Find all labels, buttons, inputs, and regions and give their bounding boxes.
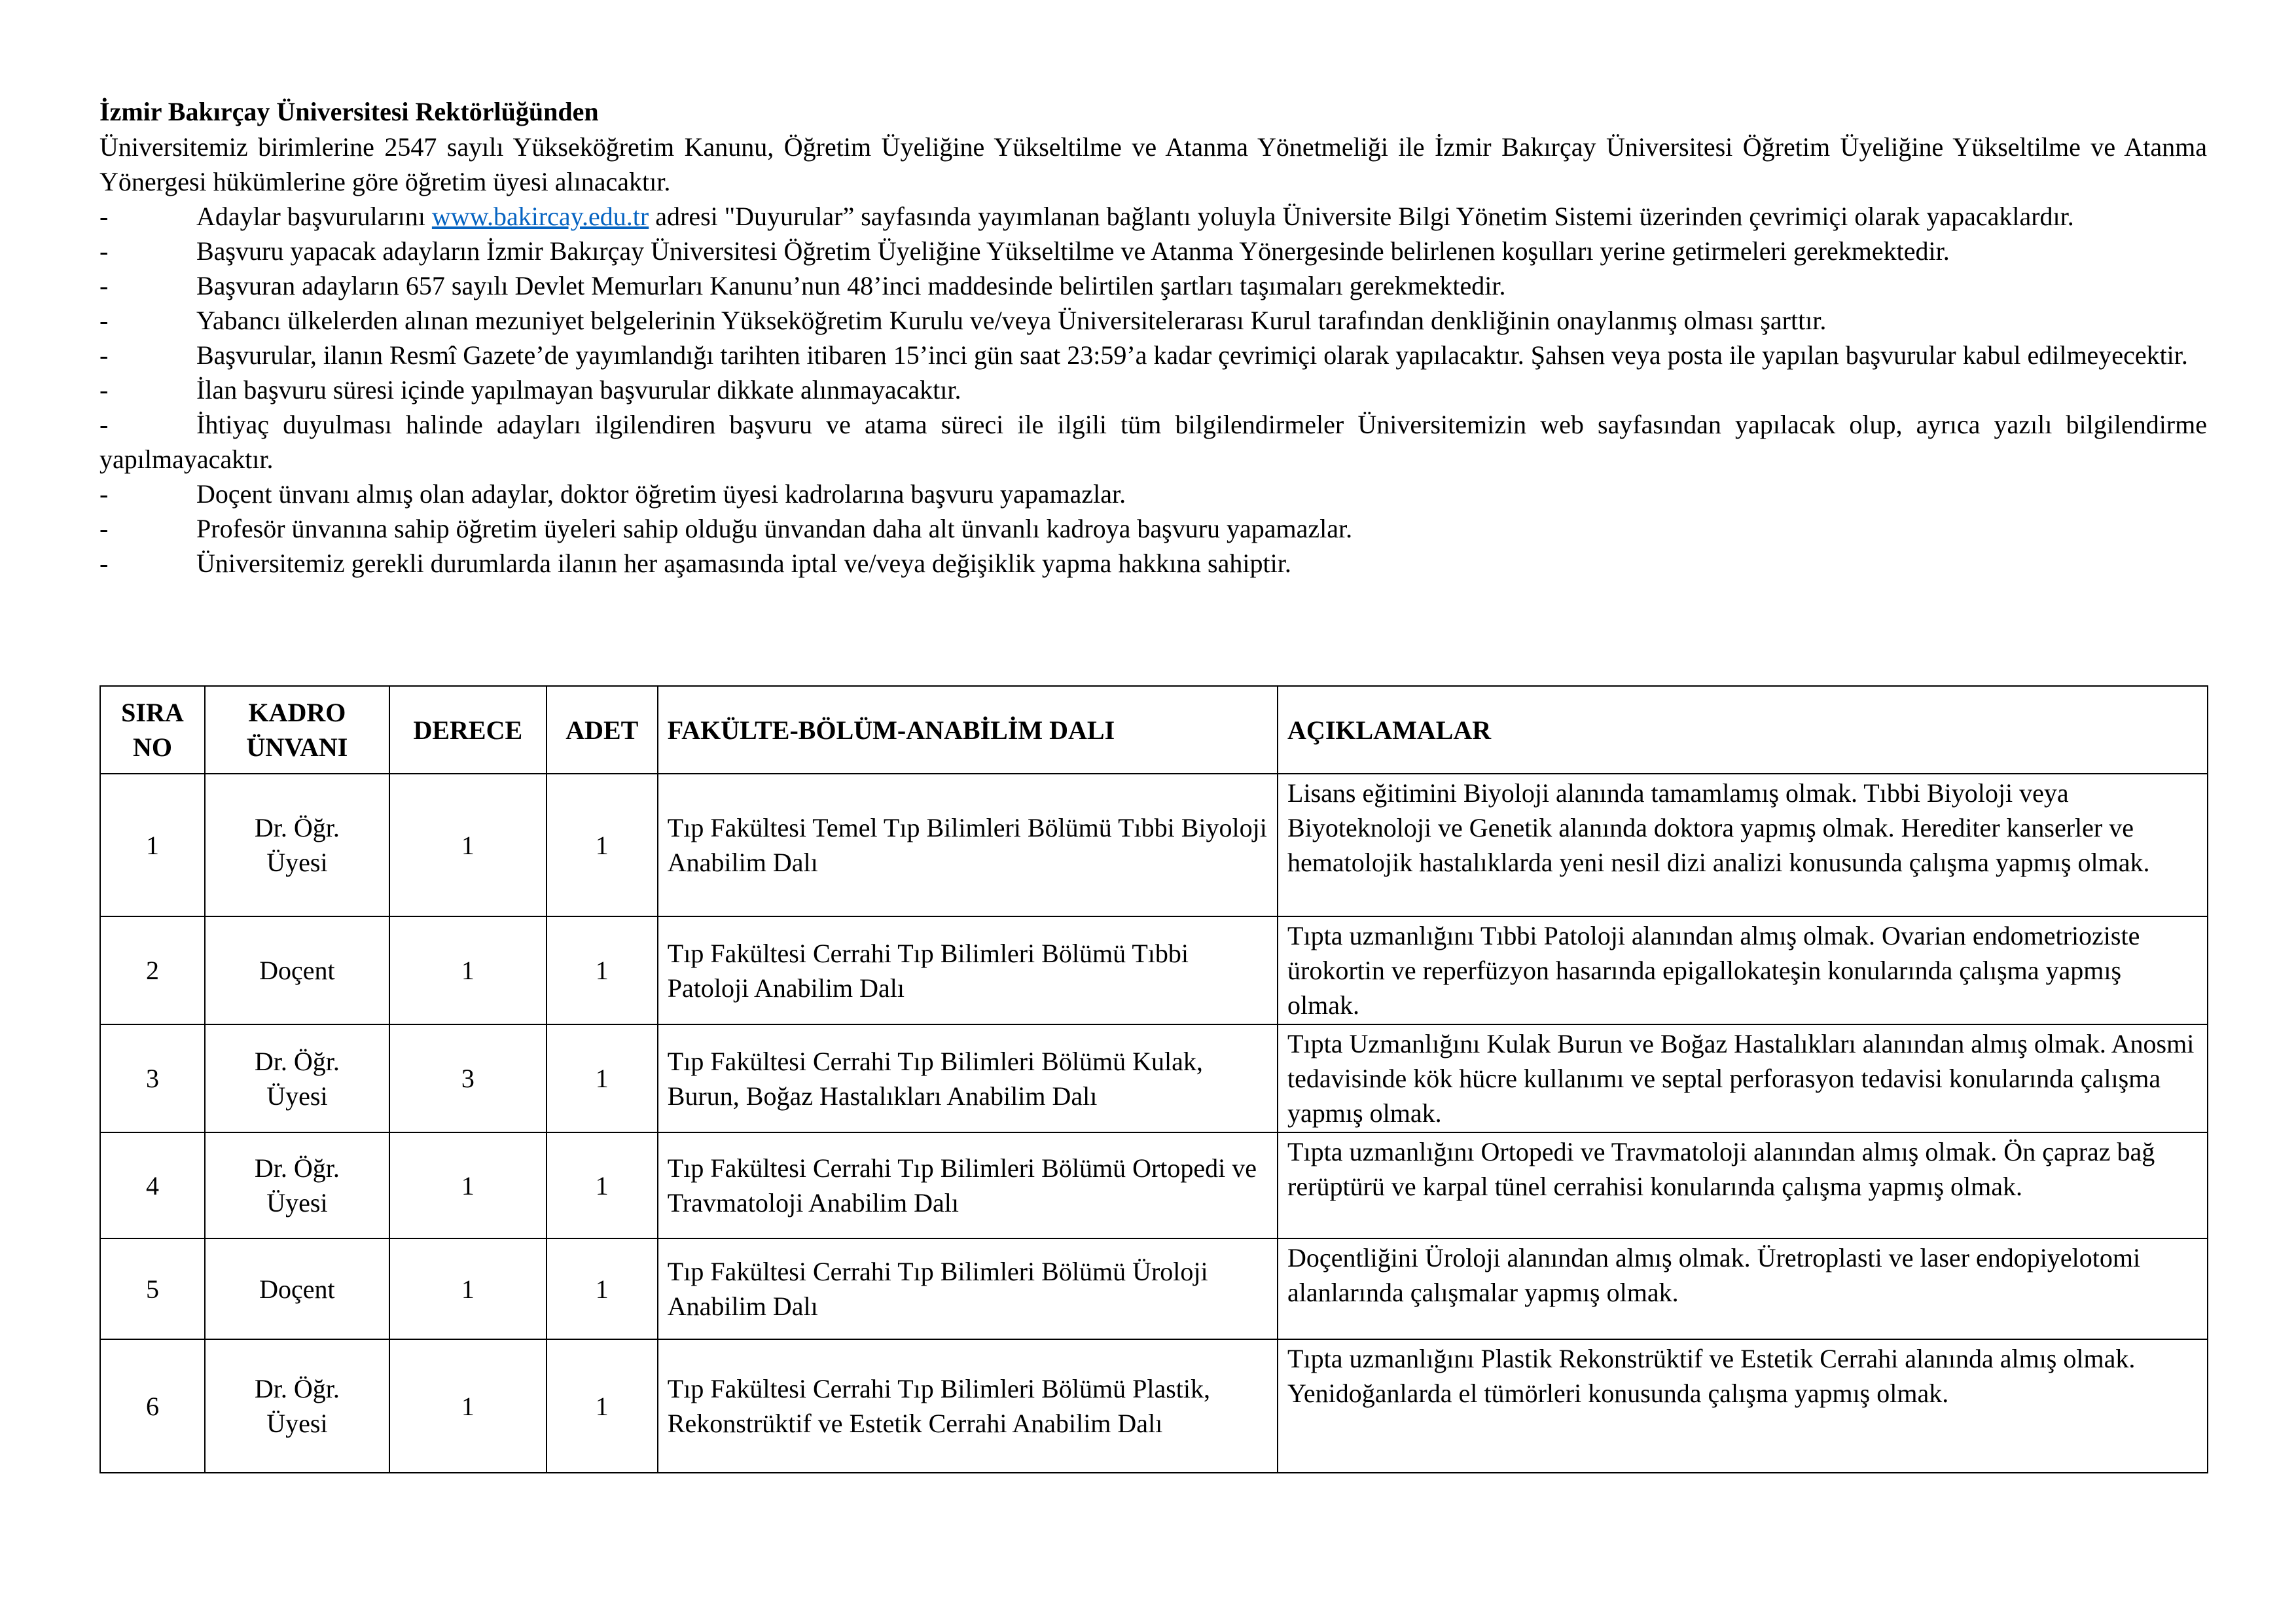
cell-derece: 1 (389, 1132, 547, 1238)
header-kadro-unvani: KADRO ÜNVANI (205, 686, 389, 774)
bullet-text: Başvurular, ilanın Resmî Gazete’de yayımlandığı tarihten itibaren 15’inci gün saat 23:59’a kadar çevrimiçi olarak yapılacaktır. Şahsen veya posta ile yapılan başvurular kabul edilmeyecektir. (196, 340, 2188, 370)
cell-aciklama: Lisans eğitimini Biyoloji alanında tamamlamış olmak. Tıbbi Biyoloji veya Biyoteknoloji ve Genetik alanında doktora yapmış olmak. Herediter kanserler ve hematolojik hastalıklarda yeni nesil dizi analizi konusunda çalışma yapmış olmak. (1278, 774, 2208, 916)
bullet-text: İlan başvuru süresi içinde yapılmayan başvurular dikkate alınmayacaktır. (196, 375, 961, 405)
cell-birim: Tıp Fakültesi Cerrahi Tıp Bilimleri Bölümü Plastik, Rekonstrüktif ve Estetik Cerrahi Anabilim Dalı (658, 1339, 1278, 1473)
cell-birim: Tıp Fakültesi Temel Tıp Bilimleri Bölümü Tıbbi Biyoloji Anabilim Dalı (658, 774, 1278, 916)
bullet-dash: - (99, 236, 109, 266)
header-aciklamalar: AÇIKLAMALAR (1278, 686, 2208, 774)
list-item (99, 199, 2207, 234)
table-row (100, 1339, 2208, 1473)
bullet-dash: - (99, 549, 109, 578)
cell-adet: 1 (547, 1024, 658, 1132)
cell-birim: Tıp Fakültesi Cerrahi Tıp Bilimleri Bölümü Tıbbi Patoloji Anabilim Dalı (658, 916, 1278, 1024)
list-item (99, 338, 2207, 372)
cell-unvan: Dr. Öğr. Üyesi (205, 1339, 389, 1473)
list-item (99, 511, 2207, 546)
cell-derece: 1 (389, 916, 547, 1024)
cell-unvan: Doçent (205, 916, 389, 1024)
cell-adet: 1 (547, 1339, 658, 1473)
header-fakulte: FAKÜLTE-BÖLÜM-ANABİLİM DALI (658, 686, 1278, 774)
list-item (99, 303, 2207, 338)
table-header-row (100, 686, 2208, 774)
cell-derece: 1 (389, 774, 547, 916)
cell-unvan: Dr. Öğr. Üyesi (205, 774, 389, 916)
conditions-list (99, 199, 2207, 581)
bullet-dash: - (99, 479, 109, 509)
cell-birim: Tıp Fakültesi Cerrahi Tıp Bilimleri Bölümü Üroloji Anabilim Dalı (658, 1238, 1278, 1339)
bullet-dash: - (99, 375, 109, 405)
bullet-text: Başvuran adayların 657 sayılı Devlet Memurları Kanunu’nun 48’inci maddesinde belirtilen şartları taşımaları gerekmektedir. (196, 271, 1506, 300)
list-item (99, 407, 2207, 477)
cell-adet: 1 (547, 916, 658, 1024)
cell-no: 1 (100, 774, 205, 916)
bullet-text: İhtiyaç duyulması halinde adayları ilgilendiren başvuru ve atama süreci ile ilgili tüm bilgilendirmeler Üniversitemizin web sayfasından yapılacak olup, ayrıca yazılı bilgilendirme yapılmayacaktır. (99, 410, 2207, 474)
header-derece: DERECE (389, 686, 547, 774)
bullet-text: Doçent ünvanı almış olan adaylar, doktor öğretim üyesi kadrolarına başvuru yapamazlar. (196, 479, 1126, 509)
cell-derece: 1 (389, 1238, 547, 1339)
list-item (99, 372, 2207, 407)
bullet-text: Yabancı ülkelerden alınan mezuniyet belgelerinin Yükseköğretim Kurulu ve/veya Üniversitelerarası Kurul tarafından denkliğinin onaylanmış olması şarttır. (196, 306, 1827, 335)
cell-derece: 1 (389, 1339, 547, 1473)
cell-aciklama: Tıpta uzmanlığını Tıbbi Patoloji alanından almış olmak. Ovarian endometrioziste ürokortin ve reperfüzyon hasarında epigallokateşin konularında çalışma yapmış olmak. (1278, 916, 2208, 1024)
cell-birim: Tıp Fakültesi Cerrahi Tıp Bilimleri Bölümü Ortopedi ve Travmatoloji Anabilim Dalı (658, 1132, 1278, 1238)
announcement-heading: İzmir Bakırçay Üniversitesi Rektörlüğünden (99, 97, 599, 126)
list-item (99, 477, 2207, 511)
header-adet: ADET (547, 686, 658, 774)
bullet-dash: - (99, 202, 109, 231)
website-link[interactable]: www.bakircay.edu.tr (431, 202, 649, 231)
header-sira-no: SIRA NO (100, 686, 205, 774)
list-item (99, 234, 2207, 268)
bullet-text-before-link: Adaylar başvurularını (196, 202, 432, 231)
bullet-text-after-link: adresi "Duyurular” sayfasında yayımlanan bağlantı yoluyla Üniversite Bilgi Yönetim Sistemi üzerinden çevrimiçi olarak yapacaklardır. (649, 202, 2074, 231)
bullet-dash: - (99, 410, 109, 439)
cell-no: 3 (100, 1024, 205, 1132)
cell-aciklama: Tıpta uzmanlığını Plastik Rekonstrüktif ve Estetik Cerrahi alanında almış olmak. Yenidoğanlarda el tümörleri konusunda çalışma yapmış olmak. (1278, 1339, 2208, 1473)
bullet-text: Üniversitemiz gerekli durumlarda ilanın her aşamasında iptal ve/veya değişiklik yapma hakkına sahiptir. (196, 549, 1291, 578)
cell-no: 5 (100, 1238, 205, 1339)
bullet-dash: - (99, 271, 109, 300)
positions-table (99, 685, 2208, 1473)
cell-unvan: Doçent (205, 1238, 389, 1339)
table-row (100, 774, 2208, 916)
cell-derece: 3 (389, 1024, 547, 1132)
cell-no: 4 (100, 1132, 205, 1238)
cell-aciklama: Doçentliğini Üroloji alanından almış olmak. Üretroplasti ve laser endopiyelotomi alanlarında çalışmalar yapmış olmak. (1278, 1238, 2208, 1339)
cell-birim: Tıp Fakültesi Cerrahi Tıp Bilimleri Bölümü Kulak, Burun, Boğaz Hastalıkları Anabilim Dalı (658, 1024, 1278, 1132)
bullet-dash: - (99, 514, 109, 543)
cell-no: 6 (100, 1339, 205, 1473)
table-row (100, 916, 2208, 1024)
table-row (100, 1024, 2208, 1132)
bullet-dash: - (99, 340, 109, 370)
table-row (100, 1132, 2208, 1238)
cell-aciklama: Tıpta uzmanlığını Ortopedi ve Travmatoloji alanından almış olmak. Ön çapraz bağ rerüptürü ve karpal tünel cerrahisi konularında çalışma yapmış olmak. (1278, 1132, 2208, 1238)
cell-unvan: Dr. Öğr. Üyesi (205, 1024, 389, 1132)
bullet-text: Profesör ünvanına sahip öğretim üyeleri sahip olduğu ünvandan daha alt ünvanlı kadroya başvuru yapamazlar. (196, 514, 1353, 543)
cell-no: 2 (100, 916, 205, 1024)
list-item (99, 268, 2207, 303)
cell-adet: 1 (547, 1238, 658, 1339)
list-item (99, 546, 2207, 581)
table-row (100, 1238, 2208, 1339)
announcement (99, 94, 2207, 581)
intro-paragraph: Üniversitemiz birimlerine 2547 sayılı Yükseköğretim Kanunu, Öğretim Üyeliğine Yükseltilme ve Atanma Yönetmeliği ile İzmir Bakırçay Üniversitesi Öğretim Üyeliğine Yükseltilme ve Atanma Yönergesi hükümlerine göre öğretim üyesi alınacaktır. (99, 132, 2207, 196)
cell-adet: 1 (547, 1132, 658, 1238)
bullet-dash: - (99, 306, 109, 335)
bullet-text: Başvuru yapacak adayların İzmir Bakırçay Üniversitesi Öğretim Üyeliğine Yükseltilme ve Atanma Yönergesinde belirlenen koşulları yerine getirmeleri gerekmektedir. (196, 236, 1950, 266)
cell-unvan: Dr. Öğr. Üyesi (205, 1132, 389, 1238)
cell-aciklama: Tıpta Uzmanlığını Kulak Burun ve Boğaz Hastalıkları alanından almış olmak. Anosmi tedavisinde kök hücre kullanımı ve septal perforasyon tedavisi konularında çalışma yapmış olmak. (1278, 1024, 2208, 1132)
cell-adet: 1 (547, 774, 658, 916)
